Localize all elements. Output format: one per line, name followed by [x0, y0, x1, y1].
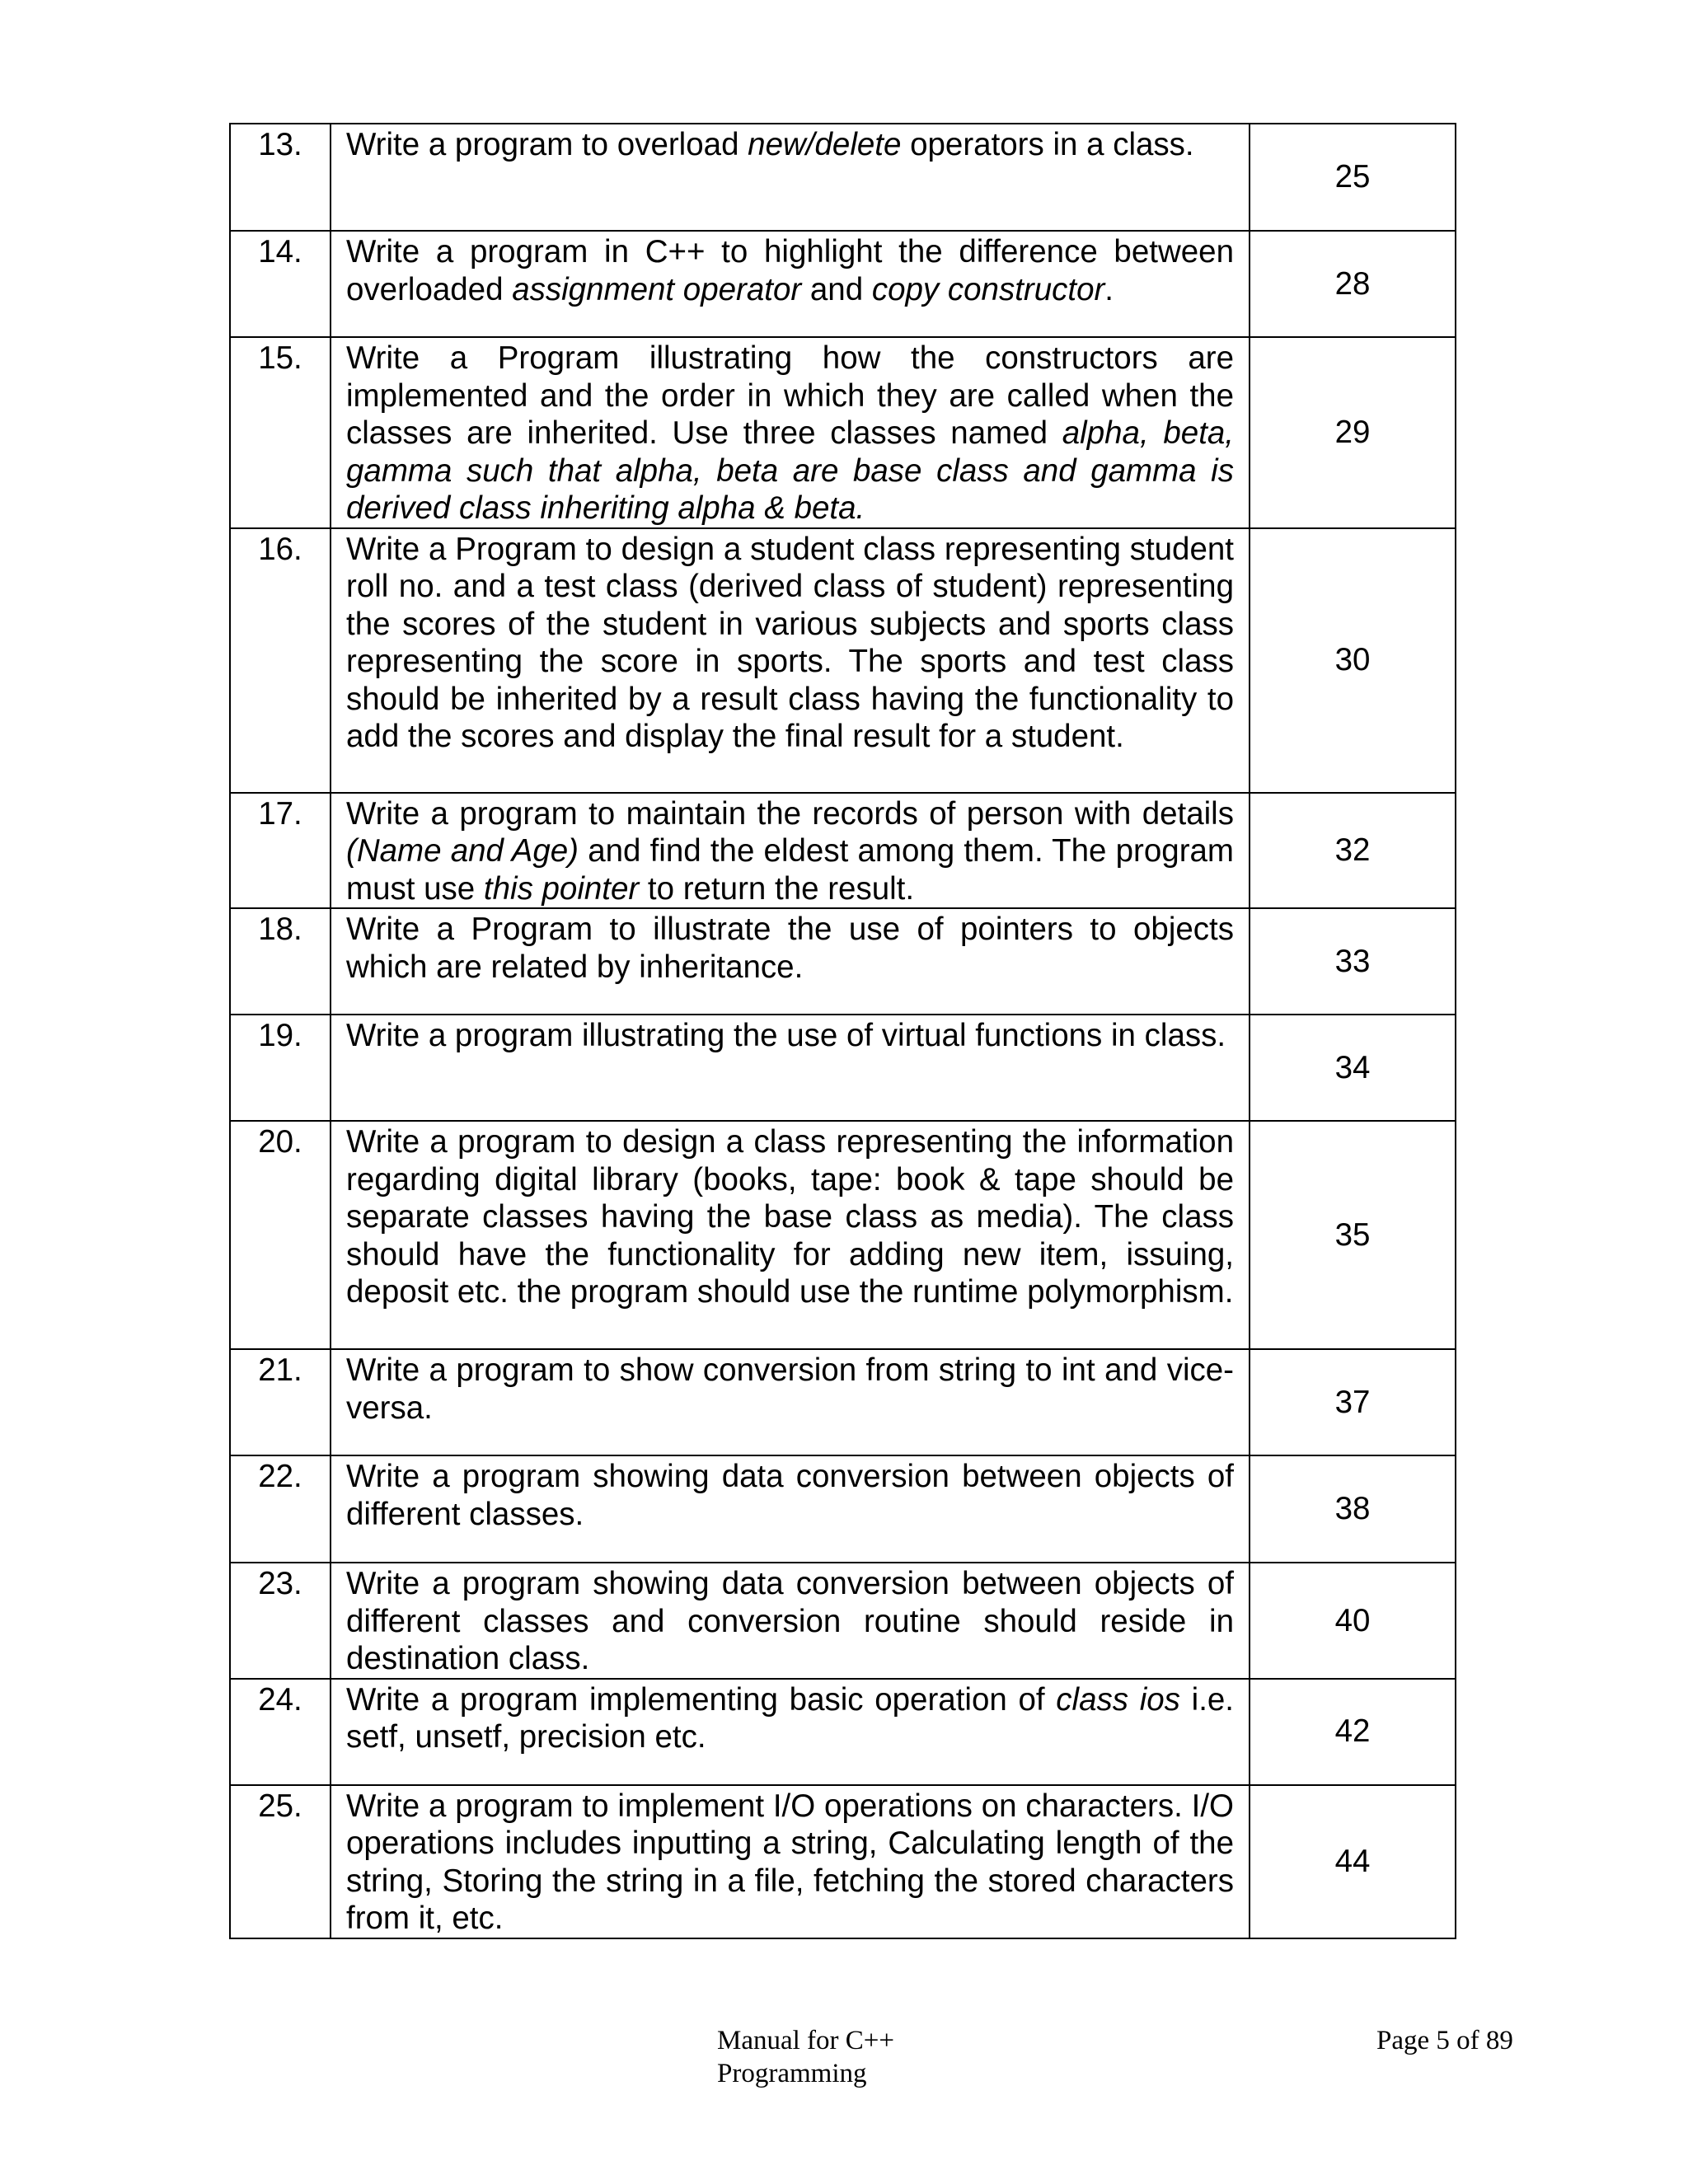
row-description: [331, 1563, 1250, 1679]
text: to return the result.: [639, 870, 915, 907]
table-row: [230, 1349, 1456, 1455]
row-number: 25.: [230, 1785, 331, 1938]
table-row: [230, 908, 1456, 1015]
text: and find the eldest among them. The program must use: [346, 833, 1235, 907]
row-page-number: 25: [1250, 124, 1456, 231]
text: Write a program to show conversion from string to int and vice-versa.: [346, 1352, 1234, 1426]
row-description: [331, 1679, 1250, 1785]
contents-table-body: [230, 124, 1456, 1938]
row-page-number: 40: [1250, 1563, 1456, 1679]
text: Write a program to maintain the records of person with details: [346, 795, 1234, 832]
row-number: 20.: [230, 1121, 331, 1349]
row-description: [331, 337, 1250, 528]
row-number: 13.: [230, 124, 331, 231]
table-row: [230, 528, 1456, 793]
row-description: [331, 1015, 1250, 1121]
row-description: [331, 1455, 1250, 1563]
table-row: [230, 1121, 1456, 1349]
row-page-number: 34: [1250, 1015, 1456, 1121]
row-description: [331, 908, 1250, 1015]
row-description: [331, 231, 1250, 337]
text: Write a program showing data conversion between objects of different classes and conversion routine should reside in destination class.: [346, 1566, 1234, 1676]
text: Write a Program to illustrate the use of pointers to objects which are related by inheritance.: [346, 912, 1234, 985]
table-row: [230, 793, 1456, 909]
contents-table: [229, 123, 1456, 1939]
row-page-number: 35: [1250, 1121, 1456, 1349]
italic-text: class ios: [1056, 1681, 1180, 1718]
row-description: [331, 528, 1250, 793]
row-number: 17.: [230, 793, 331, 909]
table-row: [230, 1455, 1456, 1563]
italic-text: (Name and Age): [346, 833, 579, 869]
row-description: [331, 793, 1250, 909]
text: Write a program implementing basic operation of: [346, 1681, 1057, 1718]
row-number: 21.: [230, 1349, 331, 1455]
table-row: [230, 1563, 1456, 1679]
text: Write a program to design a class representing the information regarding digital library (books, tape: book & tape should be separate classes having the base class as media). The class should have the functionality for adding new item, issuing, deposit etc. the program should use the runtime polymorphism.: [346, 1124, 1234, 1310]
italic-text: this pointer: [483, 870, 640, 907]
table-row: [230, 1015, 1456, 1121]
row-page-number: 42: [1250, 1679, 1456, 1785]
row-description: [331, 1785, 1250, 1938]
text: Write a program illustrating the use of virtual functions in class.: [346, 1018, 1226, 1053]
row-page-number: 38: [1250, 1455, 1456, 1563]
row-page-number: 33: [1250, 908, 1456, 1015]
row-page-number: 29: [1250, 337, 1456, 528]
text: and: [801, 271, 872, 307]
row-page-number: 32: [1250, 793, 1456, 909]
italic-text: alpha, beta, gamma such that alpha, beta are base class and gamma is derived class inheriting alpha & beta.: [346, 415, 1234, 526]
text: Write a program showing data conversion between objects of different classes.: [346, 1459, 1234, 1532]
table-row: [230, 337, 1456, 528]
text: operators in a class.: [901, 127, 1194, 162]
row-page-number: 28: [1250, 231, 1456, 337]
row-number: 19.: [230, 1015, 331, 1121]
text: Write a program to overload: [346, 127, 748, 162]
row-number: 18.: [230, 908, 331, 1015]
row-number: 23.: [230, 1563, 331, 1679]
text: Write a program to implement I/O operations on characters. I/O operations includes inputting a string, Calculating length of the string, Storing the string in a file, fetching the stored characters from it, etc.: [346, 1788, 1234, 1936]
row-description: [331, 124, 1250, 231]
italic-text: new/delete: [748, 127, 902, 162]
row-number: 22.: [230, 1455, 331, 1563]
table-row: [230, 1679, 1456, 1785]
footer-title: Manual for C++ Programming: [717, 2026, 895, 2088]
text: .: [1104, 271, 1114, 307]
table-row: [230, 1785, 1456, 1938]
row-number: 16.: [230, 528, 331, 793]
row-page-number: 37: [1250, 1349, 1456, 1455]
table-row: [230, 231, 1456, 337]
row-description: [331, 1121, 1250, 1349]
row-number: 14.: [230, 231, 331, 337]
text: Write a program in C++ to highlight the difference between overloaded: [346, 234, 1234, 307]
row-number: 15.: [230, 337, 331, 528]
row-page-number: 30: [1250, 528, 1456, 793]
row-description: [331, 1349, 1250, 1455]
text: Write a Program illustrating how the constructors are implemented and the order in which they are called when the classes are inherited. Use three classes named: [346, 340, 1234, 451]
italic-text: assignment operator: [512, 271, 802, 307]
footer-page-number: Page 5 of 89: [1376, 2026, 1513, 2055]
row-number: 24.: [230, 1679, 331, 1785]
text: i.e. setf, unsetf, precision etc.: [346, 1681, 1234, 1755]
italic-text: copy constructor: [871, 271, 1105, 307]
table-row: [230, 124, 1456, 231]
row-page-number: 44: [1250, 1785, 1456, 1938]
text: Write a Program to design a student class representing student roll no. and a test class (derived class of student) representing the scores of the student in various subjects and sports class representing the score in sports. The sports and test class should be inherited by a result class having the functionality to add the scores and display the final result for a student.: [346, 531, 1234, 754]
